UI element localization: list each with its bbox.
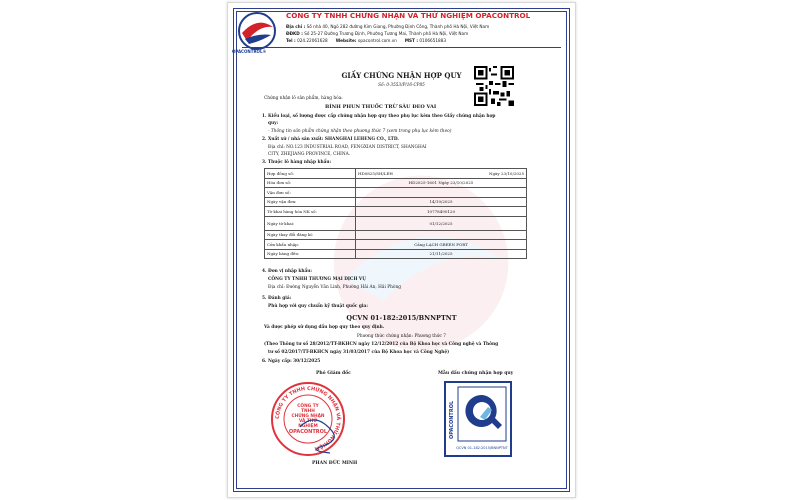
row-label: Ngày thay đổi đăng kí: (265, 230, 356, 240)
row-value: 14/10/2025 (356, 197, 527, 207)
row-label: Cửa khẩu nhập: (265, 240, 356, 250)
row-value: Cảng LẠCH GREEN PORT (356, 240, 527, 250)
qr-code-icon (474, 66, 514, 106)
table-row (265, 169, 527, 179)
certificate-number: Số: 0-3553/P/16-CP85 (378, 82, 425, 87)
table-row (265, 240, 527, 250)
table-row (265, 230, 527, 240)
row-value: 10778490120 (356, 207, 527, 217)
signer-title: Phó Giám đốc (316, 371, 351, 376)
product-name: BÌNH PHUN THUỐC TRỪ SÂU ĐEO VAI (325, 104, 437, 110)
section-4: 4. Đơn vị nhập khẩu: (262, 269, 312, 274)
importer-name: CÔNG TY TNHH THƯƠNG MẠI DỊCH VỤ (268, 277, 366, 282)
row-value: 21/11/2025 (356, 249, 527, 259)
conformity-mark-icon (444, 381, 512, 457)
row-label: Tờ khai hàng hóa NK số: (265, 207, 356, 217)
svg-text:OPACONTROL: OPACONTROL (449, 400, 455, 439)
address-line: Địa chỉ : Số nhà 40, Ngõ 282 đường Kim Giang, Phường Định Công, Thành phố Hà Nội, Việt Nam (286, 24, 490, 29)
row-label: Ngày tờ khai: (265, 216, 356, 230)
svg-text:CÔNG TY: CÔNG TY (297, 404, 319, 409)
table-row (265, 178, 527, 188)
lot-label: Chứng nhận lô sản phẩm, hàng hóa: (264, 96, 343, 101)
contact-line: Tel : 024.22061628 Website: opacontrol.com.vn MST : 0106651883 (286, 38, 447, 43)
signer-name: PHAN ĐỨC MINH (312, 461, 358, 466)
company-seal-icon (270, 381, 346, 457)
section-5-text: Phù hợp với quy chuẩn kỹ thuật quốc gia: (268, 304, 368, 309)
svg-text:QCVN 01-182:2015/BNNPTNT: QCVN 01-182:2015/BNNPTNT (456, 446, 508, 450)
row-label: Hợp đồng số: (265, 169, 356, 179)
import-lot-table (264, 168, 527, 259)
svg-text:CHỨNG NHẬN: CHỨNG NHẬN (291, 414, 325, 419)
standard-code: QCVN 01-182:2015/BNNPTNT (346, 314, 457, 322)
logo-text: OPACONTROL® (232, 49, 267, 54)
svg-text:VÀ THỬ: VÀ THỬ (299, 419, 317, 424)
table-row (265, 249, 527, 259)
svg-text:OPACONTROL: OPACONTROL (288, 429, 328, 435)
svg-text:CÔNG TY TNHH CHỨNG NHẬN VÀ THỬ: CÔNG TY TNHH CHỨNG NHẬN VÀ THỬ NGHIỆM (274, 385, 342, 452)
section-2-address-2: CITY, ZHEJIANG PROVINCE, CHINA. (268, 152, 351, 157)
legal-basis-2: tư số 02/2017/TT-BKHCN ngày 31/03/2017 của Bộ Khoa học và Công Nghệ) (268, 350, 450, 355)
document-title: GIẤY CHỨNG NHẬN HỢP QUY (341, 71, 462, 80)
header-rule (242, 47, 561, 48)
row-value (356, 230, 527, 240)
row-value: HD0825/SH/LEH Ngày 23/10/2025 (356, 169, 527, 179)
mark-title: Mẫu dấu chứng nhận hợp quy (438, 371, 514, 376)
row-label: Ngày vận đơn: (265, 197, 356, 207)
office-line: ĐĐKD : Số 25-27 Đường Trương Định, Phường Tương Mai, Thành phố Hà Nội, Việt Nam (286, 31, 469, 36)
table-row (265, 188, 527, 198)
legal-basis: (Theo Thông tư số 28/2012/TT-BKHCN ngày 12/12/2012 của Bộ Khoa học và Công nghệ và Thông (264, 342, 499, 347)
certification-method: Phương thức chứng nhận: Phương thức 7 (356, 334, 447, 339)
row-value (356, 188, 527, 198)
section-5: 5. Đánh giá: (262, 296, 292, 301)
row-date: Ngày 23/10/2025 (488, 170, 524, 176)
section-1: 1. Kiểu loại, số lượng được cấp chứng nhận hợp quy theo phụ lục kèm theo Giấy chứng nhận hợp (262, 114, 496, 119)
section-3: 3. Thuộc lô hàng nhập khẩu: (262, 160, 332, 165)
section-2-address: Địa chỉ: NO.123 INDUSTRIAL ROAD, FENGXIAN DISTRICT, SHANGHAI (268, 145, 427, 150)
section-6-issue-date: 6. Ngày cấp: 30/12/2025 (262, 359, 321, 364)
company-logo-icon (237, 11, 277, 51)
row-value: 01/12/2025 (356, 216, 527, 230)
company-name: CÔNG TY TNHH CHỨNG NHẬN VÀ THỬ NGHIỆM OPACONTROL (286, 11, 531, 20)
importer-address: Địa chỉ: Đường Nguyễn Văn Linh, Phường Hải An, Hải Phòng (268, 285, 401, 290)
section-2: 2. Xuất xứ / nhà sản xuất: SHANGHAI LEHENG CO., LTD. (262, 137, 399, 142)
svg-text:NGHIỆM: NGHIỆM (298, 424, 318, 429)
row-label: Vận đơn số: (265, 188, 356, 198)
table-row (265, 207, 527, 217)
section-1-note: - Thông tin sản phẩm chứng nhận theo phương thức 7 (xem trong phụ lục kèm theo) (268, 129, 452, 134)
allowed-text: Và được phép sử dụng dấu hợp quy theo quy định. (264, 325, 385, 330)
table-row (265, 197, 527, 207)
certificate-page (227, 2, 576, 498)
table-row (265, 216, 527, 230)
row-value: HD2025-1601 Ngày 23/10/2025 (356, 178, 527, 188)
svg-text:TNHH: TNHH (301, 409, 315, 414)
row-label: Ngày hàng đến: (265, 249, 356, 259)
section-1-cont: quy: (268, 121, 279, 126)
row-label: Hóa đơn số: (265, 178, 356, 188)
